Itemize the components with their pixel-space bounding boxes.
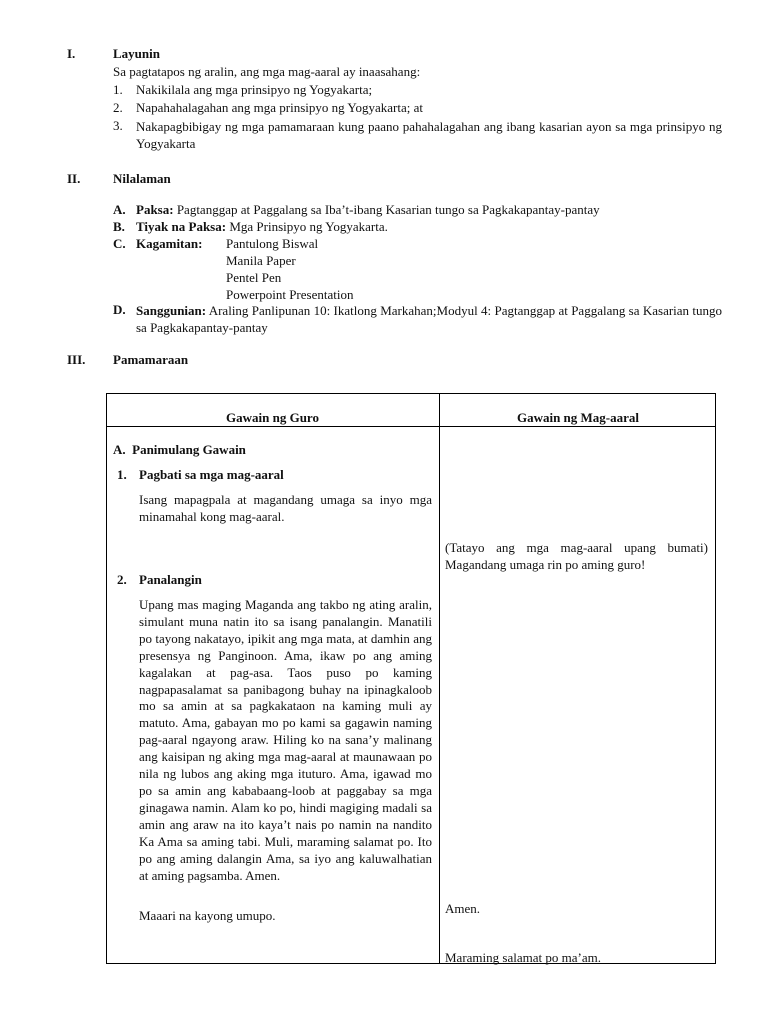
- item-1-number: 1.: [117, 467, 127, 482]
- item-2-number: 2.: [117, 572, 127, 587]
- student-amen: Amen.: [445, 901, 481, 916]
- paksa-text: Pagtanggap at Paggalang sa Iba’t-ibang Kasarian tungo sa Pagkakapantay-pantay: [173, 202, 600, 217]
- table-column-divider: [439, 393, 440, 964]
- item-2-prayer-text: Upang mas maging Maganda ang takbo ng ating aralin, simulant muna natin ito sa isang panalangin. Manatili po tayong nakatayo, ipikit ang mga mata, at damhin ang presensya ng Panginoon. Ama, ikaw po ang aming kagalakan at pag-asa. Taos puso po kaming nagpapasalamat sa panibagong buhay na ipinagkaloob mo sa amin at sa pagkakataon na kaming muli ay matuto. Ama, gabayan mo po kami sa gagawin naming pag-aaral ngayong araw. Hiling ko na sana’y malinang ang kaisipan ng aking mga mag-aaral at maunawaan po nila ng lubos ang aking mga ituturo. Ama, igawad mo po sa amin ang kababaang-loob at paggabay sa mga ginagawa namin. Alam ko po, hindi magiging madali sa amin ang araw na ito kaya’t nais po namin na nandito Ka Ama sa aming tabi. Muli, maraming salamat po. Ito po ang aming dalangin Ama, sa iyo ang kaluwalhatian at aming pagsamba. Amen.: [139, 597, 432, 883]
- student-thanks: Maraming salamat po ma’am.: [445, 950, 601, 965]
- objective-3-text: Nakapagbibigay ng mga pamamaraan kung paano pahahalagahan ang ibang kasarian ayon sa mga prinsipyo ng Yogyakarta: [136, 119, 722, 151]
- paksa-line: [136, 202, 600, 218]
- item-1-title: Pagbati sa mga mag-aaral: [139, 467, 284, 482]
- sanggunian-label: Sanggunian:: [136, 303, 207, 318]
- item-2-closing: Maaari na kayong umupo.: [139, 908, 276, 923]
- kagamitan-item-2: Manila Paper: [226, 253, 296, 268]
- section-1-numeral: I.: [67, 46, 76, 61]
- tiyak-line: [136, 219, 388, 235]
- section-3-title: Pamamaraan: [113, 352, 189, 367]
- kagamitan-letter: C.: [113, 236, 126, 251]
- section-3-numeral: III.: [67, 352, 86, 367]
- student-greeting: (Tatayo ang mga mag-aaral upang bumati) Magandang umaga rin po aming guro!: [445, 540, 708, 572]
- section-1-intro: Sa pagtatapos ng aralin, ang mga mag-aaral ay inaasahang:: [113, 64, 421, 79]
- sanggunian-text: Araling Panlipunan 10: Ikatlong Markahan;Modyul 4: Pagtanggap at Paggalang sa Kasarian tungo sa Pagkakapantay-pantay: [136, 303, 722, 335]
- item-2-title: Panalangin: [139, 572, 202, 587]
- sanggunian-line: [136, 302, 722, 336]
- section-1-title: Layunin: [113, 46, 160, 61]
- kagamitan-item-4: Powerpoint Presentation: [226, 287, 354, 302]
- section-2-numeral: II.: [67, 171, 81, 186]
- kagamitan-item-1: Pantulong Biswal: [226, 236, 319, 251]
- subheading-panimulang-gawain: A. Panimulang Gawain: [113, 442, 246, 457]
- objective-1-text: Nakikilala ang mga prinsipyo ng Yogyakarta;: [136, 82, 373, 97]
- objective-2-number: 2.: [113, 100, 123, 115]
- paksa-label: Paksa:: [136, 202, 174, 217]
- kagamitan-item-3: Pentel Pen: [226, 270, 282, 285]
- tiyak-letter: B.: [113, 219, 125, 234]
- kagamitan-label: Kagamitan:: [136, 236, 203, 251]
- section-2-title: Nilalaman: [113, 171, 171, 186]
- item-1-text: Isang mapagpala at magandang umaga sa inyo mga minamahal kong mag-aaral.: [139, 492, 432, 524]
- tiyak-text: Mga Prinsipyo ng Yogyakarta.: [226, 219, 388, 234]
- objective-2-text: Napahahalagahan ang mga prinsipyo ng Yogyakarta; at: [136, 100, 424, 115]
- table-header-guro: Gawain ng Guro: [226, 410, 319, 425]
- sanggunian-letter: D.: [113, 302, 126, 317]
- objective-3-number: 3.: [113, 118, 123, 133]
- table-header-magaaral: Gawain ng Mag-aaral: [516, 410, 640, 425]
- paksa-letter: A.: [113, 202, 126, 217]
- tiyak-label: Tiyak na Paksa:: [136, 219, 227, 234]
- objective-1-number: 1.: [113, 82, 123, 97]
- table-header-divider: [106, 426, 716, 427]
